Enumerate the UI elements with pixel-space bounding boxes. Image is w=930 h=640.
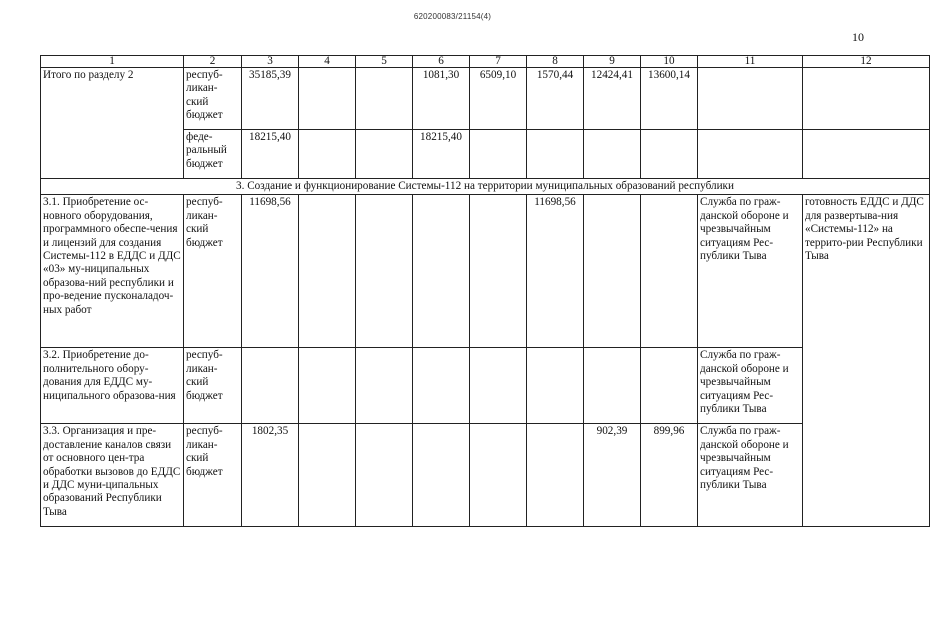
column-number: 4 — [299, 56, 356, 68]
cell-c10: 13600,14 — [641, 68, 698, 130]
cell-c6: 1081,30 — [413, 68, 470, 130]
cell-c4 — [299, 348, 356, 424]
document-id: 620200083/21154(4) — [413, 12, 492, 21]
cell-c4 — [299, 195, 356, 348]
section-title: 3. Создание и функционирование Системы-112 на территории муниципальных образований республики — [41, 179, 930, 195]
budget-table — [40, 55, 930, 527]
cell-c9: 902,39 — [584, 424, 641, 527]
cell-c10 — [641, 195, 698, 348]
cell-c11: Служба по граж-данской обороне и чрезвычайным ситуациям Рес-публики Тыва — [698, 424, 803, 527]
table-row — [41, 424, 930, 527]
page-number: 10 — [852, 30, 864, 44]
cell-c9 — [584, 348, 641, 424]
cell-c10 — [641, 348, 698, 424]
row-name: 3.3. Организация и пре-доставление каналов связи от основного цен-тра обработки вызовов до ЕДДС и ДДС муни-ципальных образований Республики Тыва — [41, 424, 184, 527]
cell-c7 — [470, 195, 527, 348]
cell-c3: 18215,40 — [242, 130, 299, 179]
cell-c3: 11698,56 — [242, 195, 299, 348]
cell-c11 — [698, 68, 803, 130]
column-number: 9 — [584, 56, 641, 68]
cell-c7 — [470, 424, 527, 527]
cell-c5 — [356, 130, 413, 179]
column-number: 10 — [641, 56, 698, 68]
cell-c8 — [527, 130, 584, 179]
cell-c11: Служба по граж-данской обороне и чрезвычайным ситуациям Рес-публики Тыва — [698, 195, 803, 348]
cell-c4 — [299, 68, 356, 130]
funding-source: респуб-ликан-ский бюджет — [184, 68, 242, 130]
cell-c11 — [698, 130, 803, 179]
cell-c12 — [803, 68, 930, 130]
column-number: 5 — [356, 56, 413, 68]
row-name: 3.1. Приобретение ос-новного оборудования, программного обеспе-чения и лицензий для создания Системы-112 в ЕДДС и ДДС «03» му-ниципальных образова-ний республики и про-ведение пусконаладоч-ных работ — [41, 195, 184, 348]
cell-c4 — [299, 424, 356, 527]
row-name: 3.2. Приобретение до-полнительного обору-дования для ЕДДС му-ниципального образова-ния — [41, 348, 184, 424]
column-number: 6 — [413, 56, 470, 68]
cell-c6 — [413, 424, 470, 527]
cell-c9 — [584, 195, 641, 348]
cell-c8 — [527, 424, 584, 527]
cell-c5 — [356, 195, 413, 348]
funding-source: респуб-ликан-ский бюджет — [184, 348, 242, 424]
section-row — [41, 179, 930, 195]
table-row — [41, 195, 930, 348]
cell-c7 — [470, 130, 527, 179]
cell-c6 — [413, 348, 470, 424]
cell-c12 — [803, 130, 930, 179]
cell-c5 — [356, 424, 413, 527]
column-number: 1 — [41, 56, 184, 68]
column-number: 11 — [698, 56, 803, 68]
cell-c4 — [299, 130, 356, 179]
column-number: 3 — [242, 56, 299, 68]
cell-c7 — [470, 348, 527, 424]
cell-c11: Служба по граж-данской обороне и чрезвычайным ситуациям Рес-публики Тыва — [698, 348, 803, 424]
cell-c3: 1802,35 — [242, 424, 299, 527]
funding-source: феде-ральный бюджет — [184, 130, 242, 179]
column-number: 2 — [184, 56, 242, 68]
funding-source: респуб-ликан-ский бюджет — [184, 195, 242, 348]
cell-c5 — [356, 68, 413, 130]
cell-c8 — [527, 348, 584, 424]
cell-c10: 899,96 — [641, 424, 698, 527]
cell-c3: 35185,39 — [242, 68, 299, 130]
row-name: Итого по разделу 2 — [41, 68, 184, 179]
cell-c12: готовность ЕДДС и ДДС для развертыва-ния «Системы-112» на террито-рии Республики Тыва — [803, 195, 930, 527]
column-number: 8 — [527, 56, 584, 68]
column-number-row — [41, 56, 930, 68]
table-row — [41, 68, 930, 130]
cell-c6: 18215,40 — [413, 130, 470, 179]
cell-c9: 12424,41 — [584, 68, 641, 130]
cell-c5 — [356, 348, 413, 424]
cell-c9 — [584, 130, 641, 179]
cell-c7: 6509,10 — [470, 68, 527, 130]
cell-c8: 11698,56 — [527, 195, 584, 348]
funding-source: респуб-ликан-ский бюджет — [184, 424, 242, 527]
cell-c8: 1570,44 — [527, 68, 584, 130]
cell-c6 — [413, 195, 470, 348]
column-number: 12 — [803, 56, 930, 68]
column-number: 7 — [470, 56, 527, 68]
table-row — [41, 348, 930, 424]
cell-c10 — [641, 130, 698, 179]
cell-c3 — [242, 348, 299, 424]
